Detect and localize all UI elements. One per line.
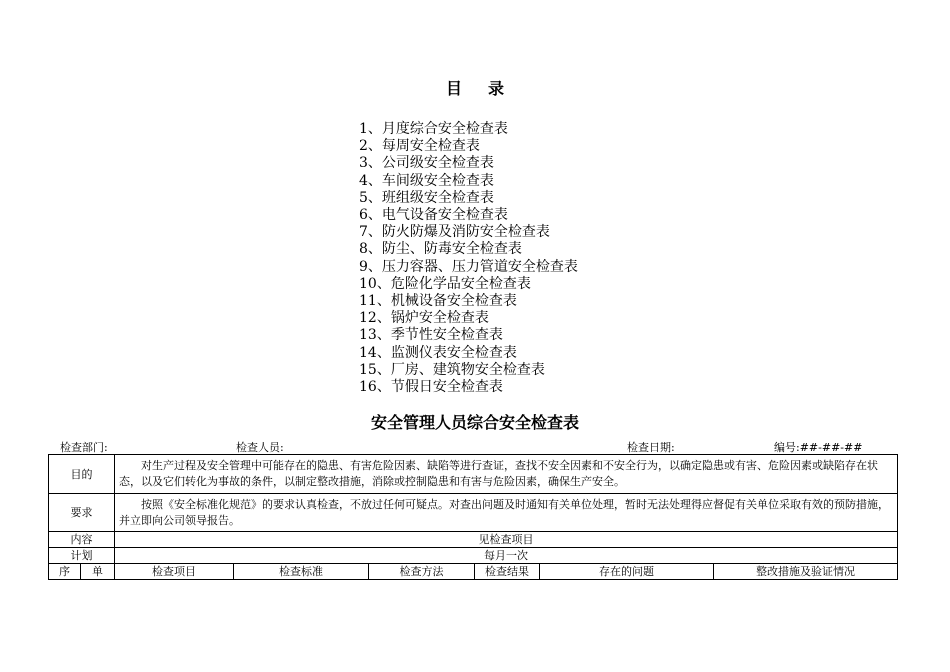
inspection-table — [48, 454, 898, 580]
toc-item[interactable]: 9、压力容器、压力管道安全检查表 — [359, 258, 578, 275]
content-label: 内容 — [49, 532, 115, 548]
col-header-standard: 检查标准 — [234, 564, 369, 580]
toc-item[interactable]: 1、月度综合安全检查表 — [359, 121, 508, 137]
toc-item[interactable]: 14、监测仪表安全检查表 — [359, 344, 517, 361]
col-header-unit: 单 — [81, 564, 115, 580]
toc-item[interactable]: 7、防火防爆及消防安全检查表 — [359, 224, 550, 241]
plan-value[interactable]: 每月一次 — [115, 548, 898, 564]
toc-title-char-2: 录 — [488, 79, 505, 98]
toc-item[interactable]: 2、每周安全检查表 — [359, 138, 480, 155]
col-header-issues: 存在的问题 — [540, 564, 714, 580]
col-header-rectification: 整改措施及验证情况 — [714, 564, 898, 580]
purpose-row — [49, 455, 898, 494]
toc-item[interactable]: 13、季节性安全检查表 — [359, 327, 503, 344]
toc-list — [359, 121, 578, 396]
col-header-result: 检查结果 — [475, 564, 540, 580]
inspector-label: 检查人员: — [236, 441, 284, 454]
purpose-text: 对生产过程及安全管理中可能存在的隐患、有害危险因素、缺陷等进行查证，查找不安全因素和不安全行为，以确定隐患或有害、危险因素或缺陷存在状态，以及它们转化为事故的条件，以制定整改措施，消除或控制隐患和有害与危险因素，确保生产安全。 — [115, 455, 898, 494]
content-row — [49, 532, 898, 548]
toc-item[interactable]: 11、机械设备安全检查表 — [359, 293, 517, 310]
toc-item[interactable]: 12、锅炉安全检查表 — [359, 310, 489, 327]
plan-row — [49, 548, 898, 564]
toc-title — [0, 76, 950, 99]
column-header-row — [49, 564, 898, 580]
toc-item[interactable]: 6、电气设备安全检查表 — [359, 207, 508, 224]
plan-label: 计划 — [49, 548, 115, 564]
toc-item[interactable]: 5、班组级安全检查表 — [359, 189, 494, 206]
toc-item[interactable]: 4、车间级安全检查表 — [359, 172, 494, 189]
toc-item[interactable]: 16、节假日安全检查表 — [359, 379, 503, 396]
requirement-text: 按照《安全标准化规范》的要求认真检查，不放过任何可疑点。对查出问题及时通知有关单位处理，暂时无法处理得应督促有关单位采取有效的预防措施，并立即向公司领导报告。 — [115, 494, 898, 532]
purpose-label: 目的 — [49, 455, 115, 494]
col-header-seq: 序 — [49, 564, 81, 580]
toc-item[interactable]: 15、厂房、建筑物安全检查表 — [359, 361, 545, 378]
toc-title-char-1: 目 — [445, 79, 462, 98]
col-header-item: 检查项目 — [115, 564, 234, 580]
col-header-method: 检查方法 — [369, 564, 475, 580]
date-label: 检查日期: — [627, 441, 675, 454]
requirement-row — [49, 494, 898, 532]
toc-item[interactable]: 3、公司级安全检查表 — [359, 155, 494, 172]
form-title: 安全管理人员综合安全检查表 — [370, 413, 579, 432]
toc-item[interactable]: 8、防尘、防毒安全检查表 — [359, 241, 522, 258]
toc-item[interactable]: 10、危险化学品安全检查表 — [359, 275, 531, 292]
requirement-label: 要求 — [49, 494, 115, 532]
dept-label: 检查部门: — [60, 441, 108, 454]
form-number: 编号:##-##-## — [774, 441, 863, 454]
content-value[interactable]: 见检查项目 — [115, 532, 898, 548]
